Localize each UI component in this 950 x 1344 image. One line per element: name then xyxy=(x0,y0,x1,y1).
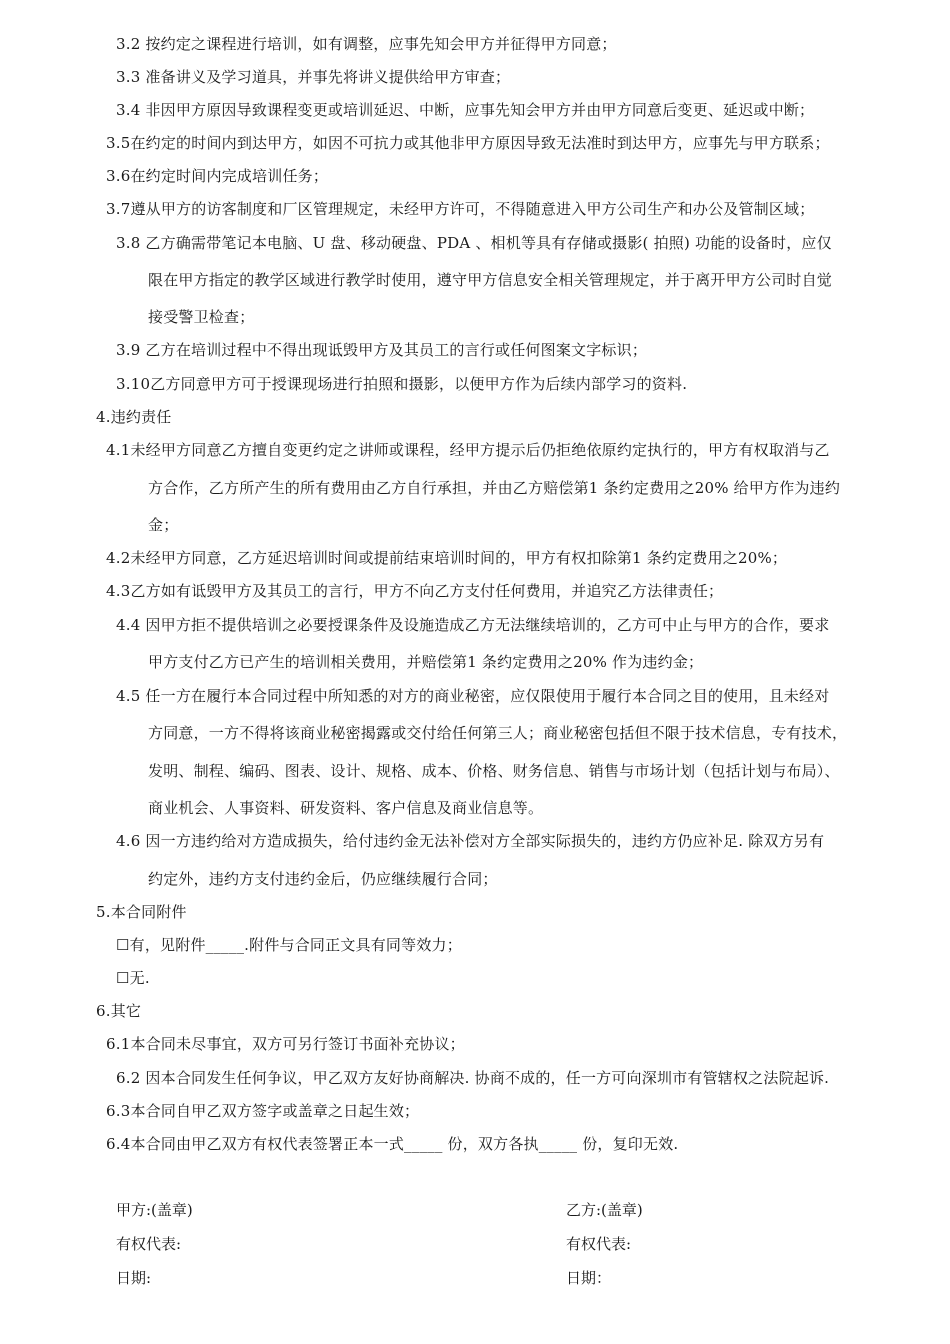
party-a-date-label: 日期: xyxy=(116,1269,152,1287)
clause-4-5-continued: 方同意，一方不得将该商业秘密揭露或交付给任何第三人；商业秘密包括但不限于技术信息，专有技术， xyxy=(148,724,848,742)
clause-4-5: 4.5 任一方在履行本合同过程中所知悉的对方的商业秘密，应仅限使用于履行本合同之目的使用，且未经对 xyxy=(116,687,830,705)
clause-4-4-continued: 甲方支付乙方已产生的培训相关费用，并赔偿第1 条约定费用之20% 作为违约金； xyxy=(148,653,704,671)
clause-3-6: 3.6在约定时间内完成培训任务； xyxy=(106,167,329,185)
clause-3-3: 3.3 准备讲义及学习道具，并事先将讲义提供给甲方审查； xyxy=(116,68,511,86)
clause-3-5: 3.5在约定的时间内到达甲方，如因不可抗力或其他非甲方原因导致无法准时到达甲方，应事先与甲方联系； xyxy=(106,134,830,152)
section-heading-other: 6.其它 xyxy=(96,1002,142,1020)
attachment-option-yes: ☐有，见附件_____.附件与合同正文具有同等效力； xyxy=(116,936,462,954)
party-b-representative-label: 有权代表: xyxy=(566,1235,632,1253)
clause-4-2: 4.2未经甲方同意，乙方延迟培训时间或提前结束培训时间的，甲方有权扣除第1 条约定费用之20%； xyxy=(106,549,788,567)
clause-4-1-continued: 金； xyxy=(148,516,179,534)
clause-4-1-continued: 方合作，乙方所产生的所有费用由乙方自行承担，并由乙方赔偿第1 条约定费用之20% 给甲方作为违约 xyxy=(148,479,841,497)
clause-6-1: 6.1本合同未尽事宜，双方可另行签订书面补充协议； xyxy=(106,1035,465,1053)
clause-4-6-continued: 约定外，违约方支付违约金后，仍应继续履行合同； xyxy=(148,870,498,888)
clause-3-8: 3.8 乙方确需带笔记本电脑、U 盘、移动硬盘、PDA 、相机等具有存储或摄影( 拍照) 功能的设备时，应仅 xyxy=(116,234,832,252)
clause-4-5-continued: 发明、制程、编码、图表、设计、规格、成本、价格、财务信息、销售与市场计划（包括计划与布局）、 xyxy=(148,762,840,780)
clause-3-8-continued: 接受警卫检查； xyxy=(148,308,255,326)
attachment-option-no: ☐无. xyxy=(116,969,150,987)
clause-3-7: 3.7遵从甲方的访客制度和厂区管理规定，未经甲方许可，不得随意进入甲方公司生产和办公及管制区域； xyxy=(106,200,815,218)
clause-6-2: 6.2 因本合同发生任何争议，甲乙双方友好协商解决. 协商不成的，任一方可向深圳市有管辖权之法院起诉. xyxy=(116,1069,830,1087)
clause-4-3: 4.3乙方如有诋毁甲方及其员工的言行，甲方不向乙方支付任何费用，并追究乙方法律责任； xyxy=(106,582,724,600)
party-a-seal-label: 甲方:(盖章) xyxy=(116,1201,193,1219)
clause-3-9: 3.9 乙方在培训过程中不得出现诋毁甲方及其员工的言行或任何图案文字标识； xyxy=(116,341,648,359)
party-b-seal-label: 乙方:(盖章) xyxy=(566,1201,643,1219)
clause-3-10: 3.10乙方同意甲方可于授课现场进行拍照和摄影，以便甲方作为后续内部学习的资料. xyxy=(116,375,688,393)
clause-6-3: 6.3本合同自甲乙双方签字或盖章之日起生效； xyxy=(106,1102,420,1120)
clause-4-5-continued: 商业机会、人事资料、研发资料、客户信息及商业信息等。 xyxy=(148,799,544,817)
clause-3-4: 3.4 非因甲方原因导致课程变更或培训延迟、中断，应事先知会甲方并由甲方同意后变更、延迟或中断； xyxy=(116,101,815,119)
section-heading-breach-liability: 4.违约责任 xyxy=(96,408,172,426)
clause-3-8-continued: 限在甲方指定的教学区域进行教学时使用，遵守甲方信息安全相关管理规定，并于离开甲方公司时自觉 xyxy=(148,271,833,289)
section-heading-attachments: 5.本合同附件 xyxy=(96,903,187,921)
clause-4-4: 4.4 因甲方拒不提供培训之必要授课条件及设施造成乙方无法继续培训的，乙方可中止与甲方的合作，要求 xyxy=(116,616,830,634)
clause-6-4: 6.4本合同由甲乙双方有权代表签署正本一式_____ 份，双方各执_____ 份，复印无效. xyxy=(106,1135,679,1153)
clause-3-2: 3.2 按约定之课程进行培训，如有调整，应事先知会甲方并征得甲方同意； xyxy=(116,35,617,53)
clause-4-6: 4.6 因一方违约给对方造成损失，给付违约金无法补偿对方全部实际损失的，违约方仍应补足. 除双方另有 xyxy=(116,832,825,850)
party-b-date-label: 日期： xyxy=(566,1269,612,1287)
party-a-representative-label: 有权代表: xyxy=(116,1235,182,1253)
clause-4-1: 4.1未经甲方同意乙方擅自变更约定之讲师或课程，经甲方提示后仍拒绝依原约定执行的，甲方有权取消与乙 xyxy=(106,441,830,459)
